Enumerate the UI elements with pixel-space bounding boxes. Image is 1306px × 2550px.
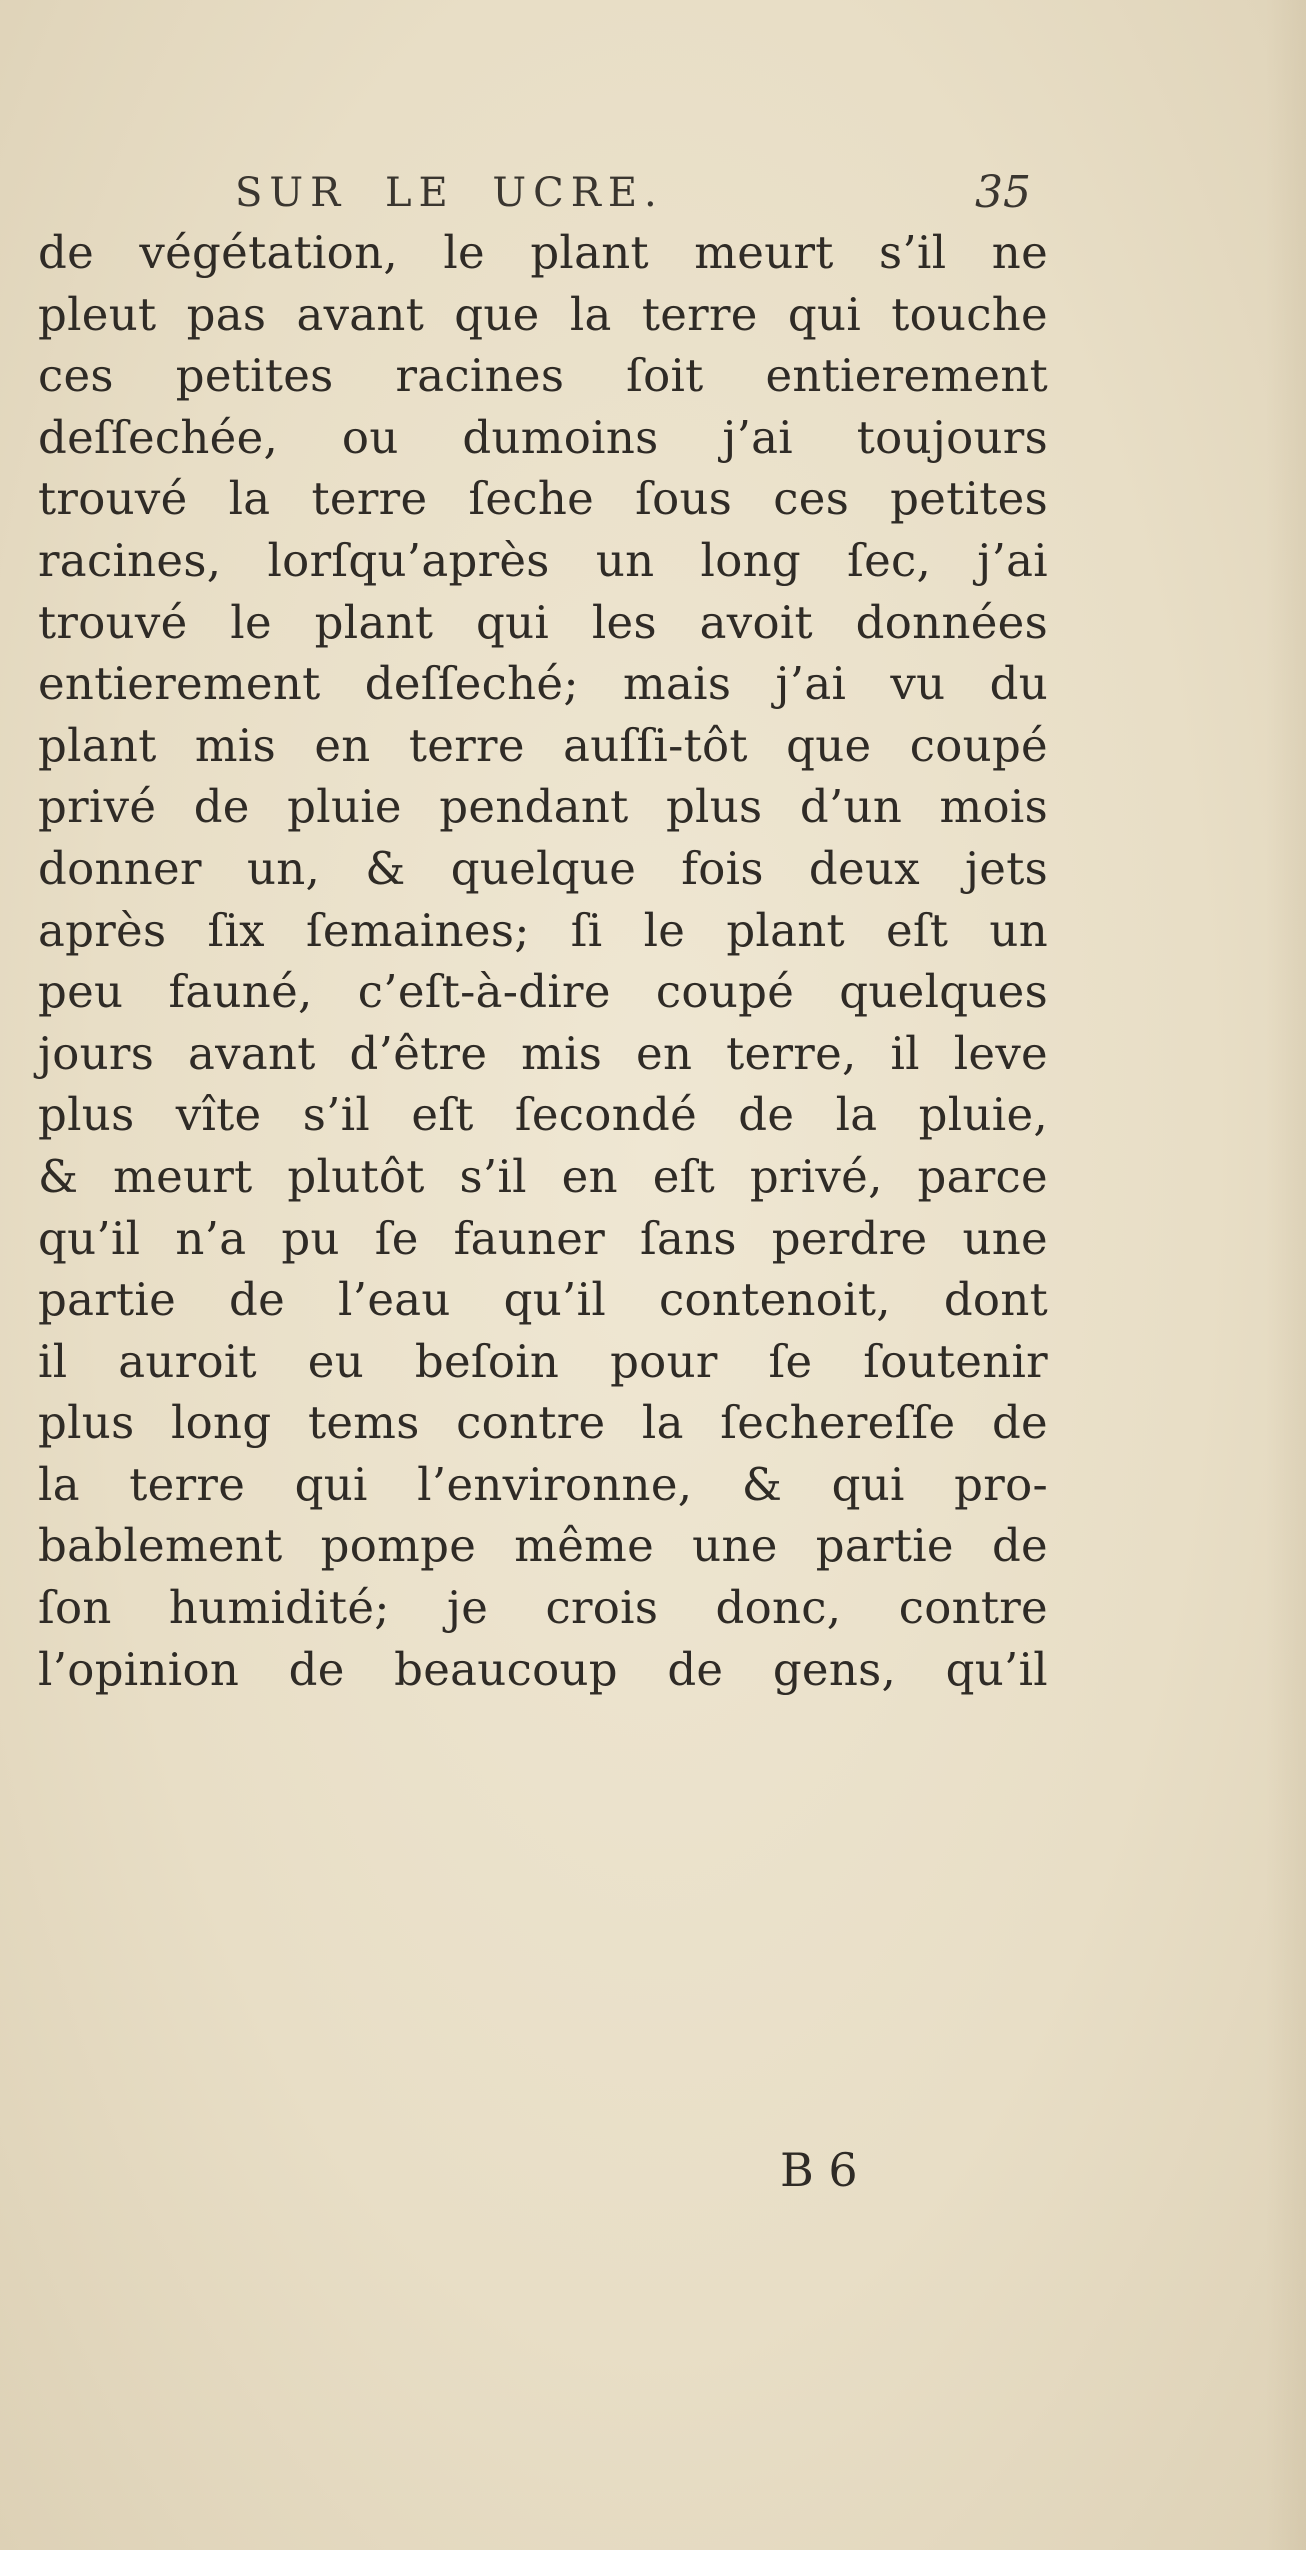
text-line: partie de l’eau qu’il contenoit, dont: [38, 1273, 1048, 1327]
text-line: bablement pompe même une partie de: [38, 1519, 1048, 1573]
text-line: plant mis en terre auſſi-tôt que coupé: [38, 718, 1048, 772]
text-line: la terre qui l’environne, & qui pro-: [38, 1457, 1048, 1511]
text-line: l’opinion de beaucoup de gens, qu’il: [38, 1642, 1048, 1696]
text-line: deſſechée, ou dumoins j’ai toujours: [38, 410, 1048, 464]
text-line: jours avant d’être mis en terre, il leve: [38, 1026, 1048, 1080]
text-line: trouvé la terre ſeche ſous ces petites: [38, 472, 1048, 526]
signature-mark: B 6: [780, 2143, 858, 2197]
text-line: peu fauné, c’eſt-à-dire coupé quelques: [38, 965, 1048, 1019]
text-line: trouvé le plant qui les avoit données: [38, 595, 1048, 649]
text-line: ſon humidité; je crois donc, contre: [38, 1581, 1048, 1635]
text-line: après ſix ſemaines; ſi le plant eſt un: [38, 903, 1048, 957]
text-line: qu’il n’a pu ſe fauner ſans perdre une: [38, 1211, 1048, 1265]
text-line: il auroit eu beſoin pour ſe ſoutenir: [38, 1334, 1048, 1388]
body-text: [38, 222, 1048, 1700]
text-line: pleut pas avant que la terre qui touche: [38, 287, 1048, 341]
text-line: donner un, & quelque fois deux jets: [38, 841, 1048, 895]
page-number: 35: [975, 167, 1031, 218]
text-line: privé de pluie pendant plus d’un mois: [38, 780, 1048, 834]
page-edge-shading: [1266, 0, 1306, 2550]
text-line: racines, lorſqu’après un long ſec, j’ai: [38, 533, 1048, 587]
text-line: ces petites racines ſoit entierement: [38, 349, 1048, 403]
text-line: & meurt plutôt s’il en eſt privé, parce: [38, 1149, 1048, 1203]
page-header: [0, 165, 1306, 221]
text-line: plus long tems contre la ſechereſſe de: [38, 1396, 1048, 1450]
running-title: SUR LE UCRE.: [235, 170, 664, 216]
text-line: plus vîte s’il eſt ſecondé de la pluie,: [38, 1088, 1048, 1142]
text-line: entierement deſſeché; mais j’ai vu du: [38, 657, 1048, 711]
text-line: de végétation, le plant meurt s’il ne: [38, 226, 1048, 279]
